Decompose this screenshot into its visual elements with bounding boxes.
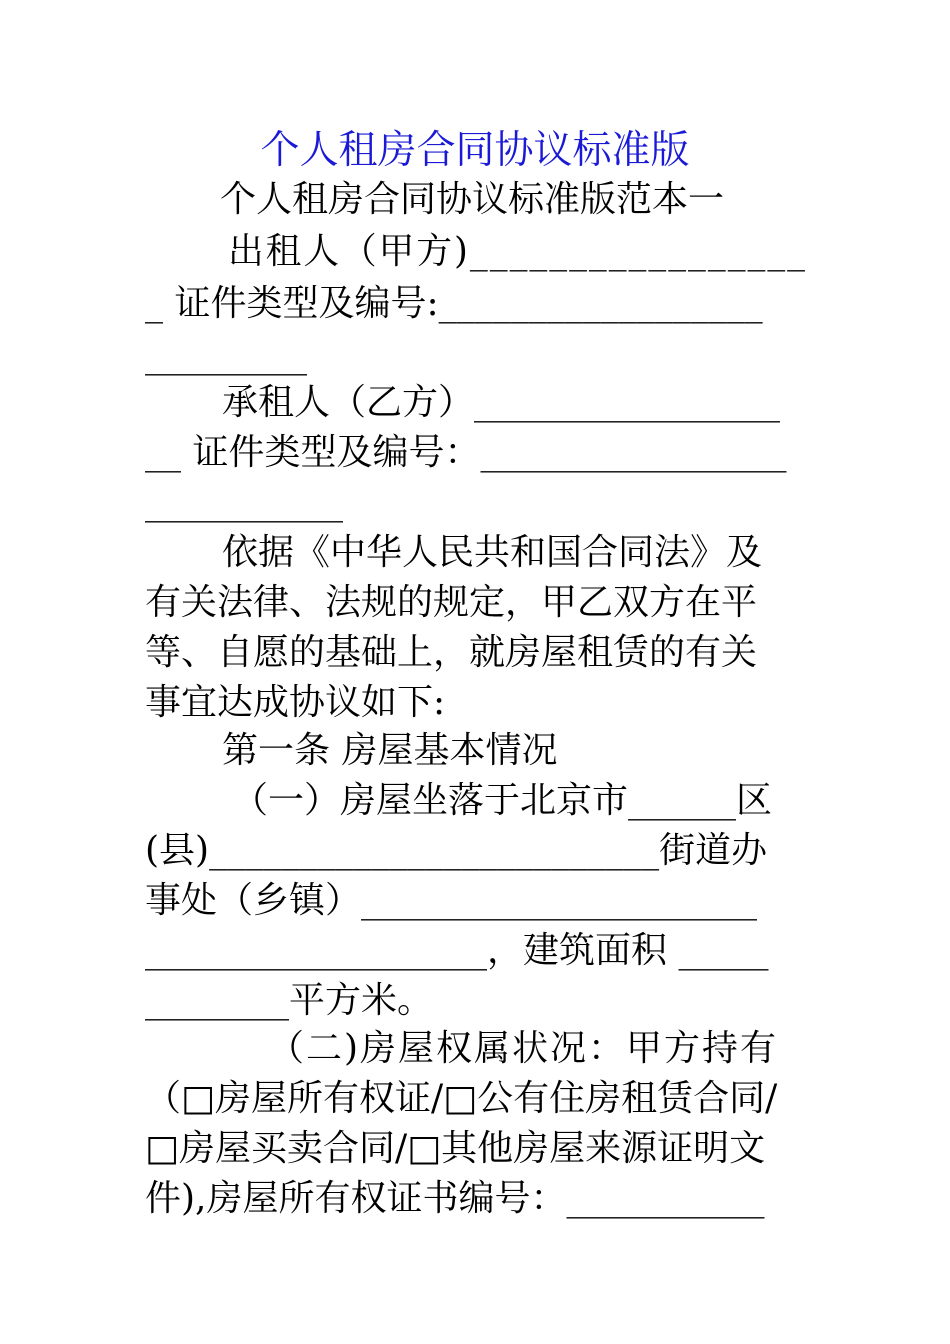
ownership-line-4: 件),房屋所有权证书编号：___________	[145, 1178, 765, 1219]
area-line-1: ___________________，建筑面积 _____	[145, 930, 769, 971]
ownership-line-2: （□房屋所有权证/□公有住房租赁合同/	[145, 1078, 778, 1119]
lessee-id-line: __ 证件类型及编号：_________________	[145, 432, 787, 473]
article-one-heading: 第一条 房屋基本情况	[222, 730, 558, 771]
basis-line-1: 依据《中华人民共和国合同法》及	[222, 532, 763, 573]
lessor-line: 出租人（甲方)_________________	[228, 231, 807, 272]
location-line-1: （一）房屋坐落于北京市______区	[232, 780, 773, 821]
ownership-line-1: （二)房屋权属状况：甲方持有	[268, 1028, 779, 1069]
basis-line-4: 事宜达成协议如下:	[145, 682, 446, 723]
basis-line-2: 有关法律、法规的规定，甲乙双方在平	[145, 582, 758, 623]
lessor-id-blank: _________	[145, 335, 307, 376]
location-line-2: (县)_________________________街道办	[145, 830, 768, 871]
basis-line-3: 等、自愿的基础上，就房屋租赁的有关	[145, 632, 758, 673]
lessee-id-blank: ___________	[145, 482, 343, 523]
lessor-id-line: _ 证件类型及编号:__________________	[145, 283, 763, 324]
location-line-3: 事处（乡镇）______________________	[145, 880, 758, 921]
subtitle-line: 个人租房合同协议标准版范本一	[220, 179, 725, 220]
ownership-line-3: □房屋买卖合同/□其他房屋来源证明文	[145, 1128, 766, 1169]
lessee-line: 承租人（乙方）_________________	[222, 382, 781, 423]
document-title: 个人租房合同协议标准版	[260, 128, 690, 173]
area-line-2: ________平方米。	[145, 980, 434, 1021]
